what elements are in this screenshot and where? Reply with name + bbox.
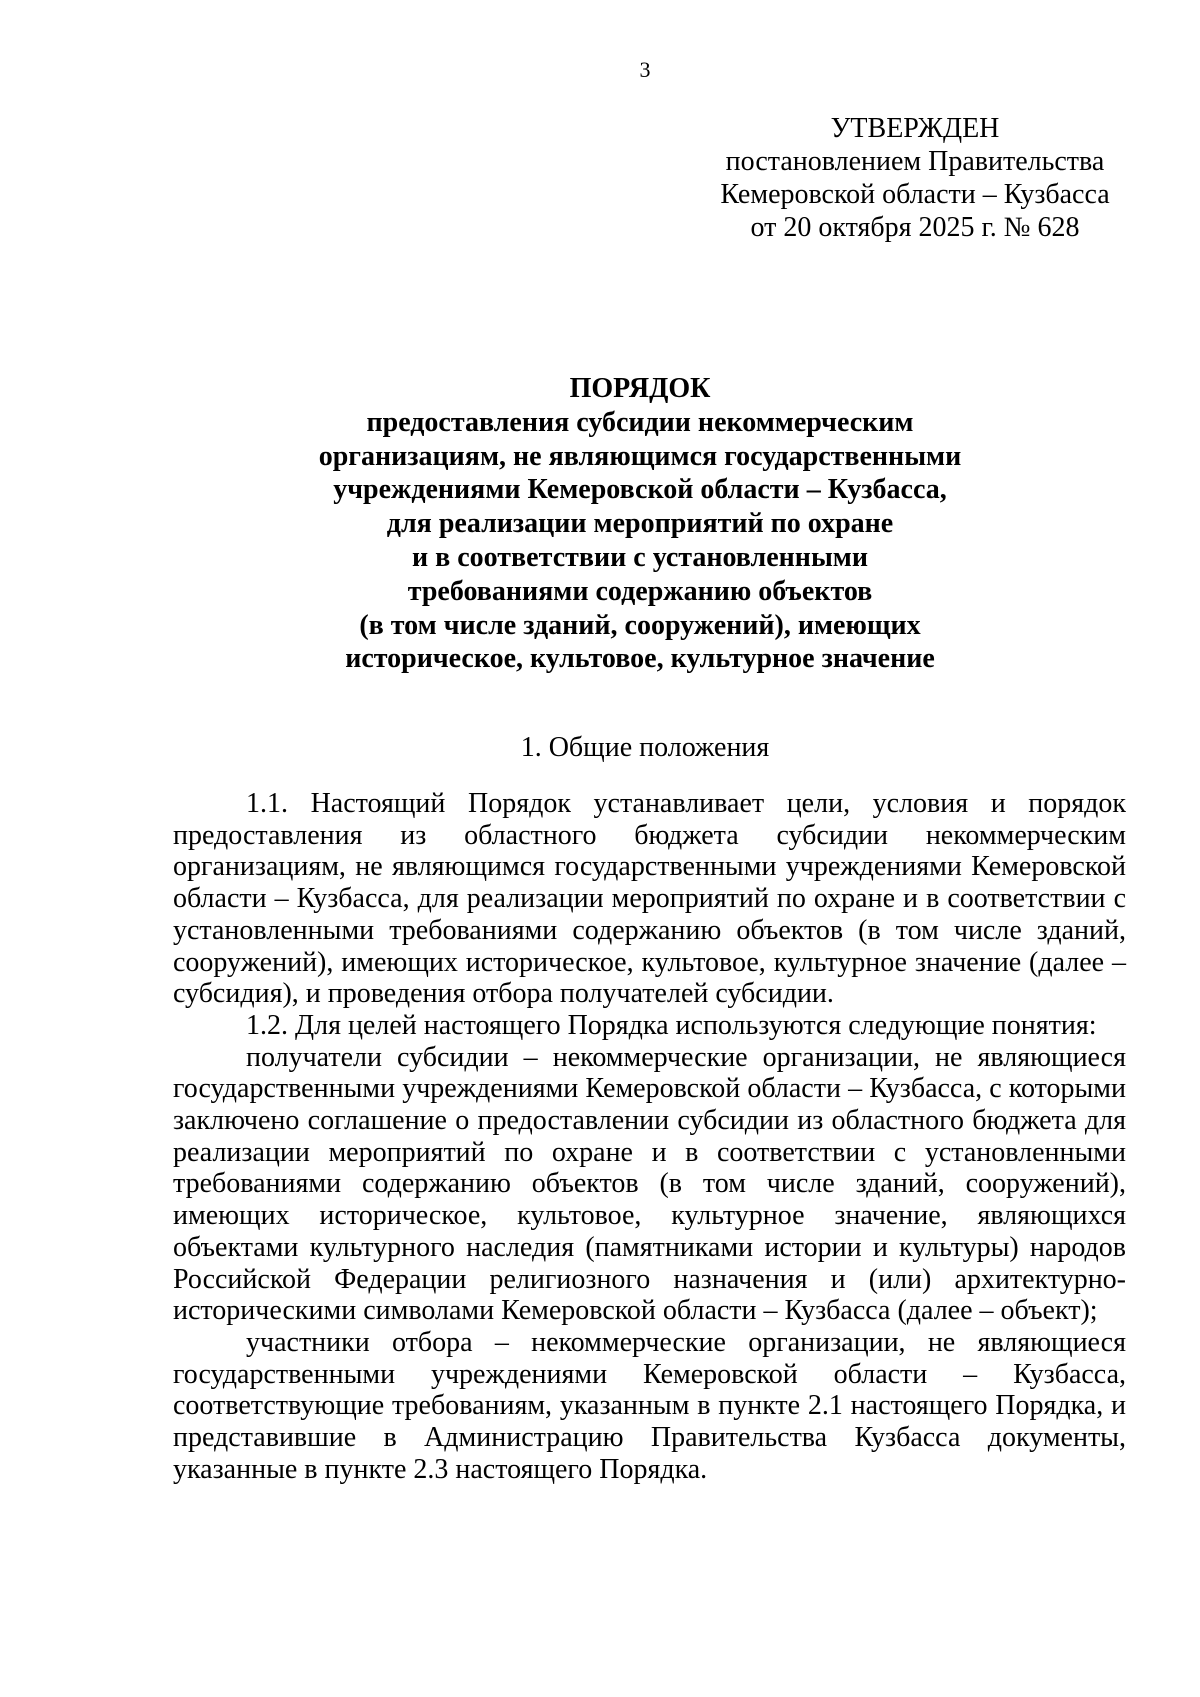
approval-title: УТВЕРЖДЕН [830, 113, 1000, 144]
title-line: (в том числе зданий, сооружений), имеющих [359, 609, 921, 641]
document-title [250, 372, 1030, 676]
title-line: для реализации мероприятий по охране [386, 508, 894, 540]
title-line: организациям, не являющимся государственными [318, 440, 962, 472]
title-line: требованиями содержанию объектов [407, 575, 873, 607]
approval-region: Кемеровской области – Кузбасса [720, 179, 1110, 210]
title-line: предоставления субсидии некоммерческим [366, 406, 914, 438]
section-heading: 1. Общие положения [520, 732, 770, 763]
title-heading: ПОРЯДОК [569, 373, 711, 404]
approval-date-number: от 20 октября 2025 г. № 628 [750, 212, 1080, 243]
title-line: и в соответствии с установленными [411, 541, 869, 573]
page-number: 3 [639, 57, 651, 82]
paragraph-1-2: 1.2. Для целей настоящего Порядка используются следующие понятия: [246, 1009, 1097, 1041]
paragraph-1-1: 1.1. Настоящий Порядок устанавливает цели, условия и порядок предоставления из областного бюджета субсидии некоммерческим организациям, не являющимся государственными учреждениями Кемеровской области – Кузбасса, для реализации мероприятий по охране и в соответствии с установленными требованиями содержанию объектов (в том числе зданий, сооружений), имеющих историческое, культовое, культурное значение (далее – субсидия), и проведения отбора получателей субсидии. [173, 788, 1126, 1010]
section-body [173, 788, 1126, 1485]
definition-participants: участники отбора – некоммерческие организации, не являющиеся государственными учреждениями Кемеровской области – Кузбасса, соответствующие требованиям, указанным в пункте 2.1 настоящего Порядка, и представившие в Администрацию Правительства Кузбасса документы, указанные в пункте 2.3 настоящего Порядка. [173, 1326, 1126, 1485]
approval-stamp-block [700, 112, 1130, 244]
title-line: учреждениями Кемеровской области – Кузбасса, [333, 474, 947, 506]
approval-authority: постановлением Правительства [725, 146, 1105, 177]
title-line: историческое, культовое, культурное значение [345, 643, 935, 675]
definition-recipients: получатели субсидии – некоммерческие организации, не являющиеся государственными учреждениями Кемеровской области – Кузбасса, с которыми заключено соглашение о предоставлении субсидии из областного бюджета для реализации мероприятий по охране и в соответствии с установленными требованиями содержанию объектов (в том числе зданий, сооружений), имеющих историческое, культовое, культурное значение, являющихся объектами культурного наследия (памятниками истории и культуры) народов Российской Федерации религиозного назначения и (или) архитектурно-историческими символами Кемеровской области – Кузбасса (далее – объект); [173, 1041, 1126, 1327]
